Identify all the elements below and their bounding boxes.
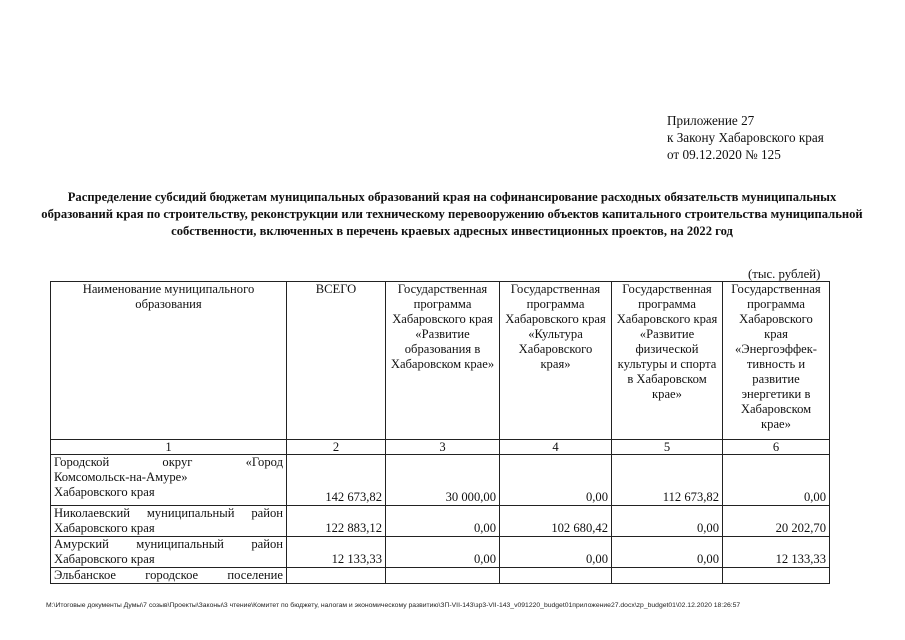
amount-cell: 122 883,12: [287, 506, 386, 537]
appendix-date-line: [667, 146, 824, 163]
amount-cell: 30 000,00: [386, 455, 500, 506]
subsidy-table: [50, 281, 830, 584]
units-label: (тыс. рублей): [748, 267, 821, 281]
amount-cell: 0,00: [612, 506, 723, 537]
table-row: [51, 568, 830, 584]
amount-cell: [386, 568, 500, 584]
amount-cell: 0,00: [723, 455, 830, 506]
appendix-law-reference: к Закону Хабаровского края: [667, 130, 824, 145]
municipality-name-line: Эльбанское городское поселение: [54, 568, 283, 582]
appendix-date: от 09.12.2020 №: [667, 147, 758, 162]
column-number: 3: [386, 440, 500, 455]
amount-cell: [287, 568, 386, 584]
municipality-name-line: Хабаровского края: [54, 485, 155, 499]
amount-cell: 0,00: [386, 506, 500, 537]
column-number: 5: [612, 440, 723, 455]
municipality-name: [51, 537, 287, 568]
amount-cell: 0,00: [612, 537, 723, 568]
table-row: [51, 506, 830, 537]
amount-cell: 0,00: [500, 537, 612, 568]
municipality-name-line: Хабаровского края: [54, 521, 155, 535]
table-row: [51, 537, 830, 568]
amount-cell: 102 680,42: [500, 506, 612, 537]
amount-cell: 112 673,82: [612, 455, 723, 506]
table-row: [51, 455, 830, 506]
municipality-name-line: Амурский муниципальный район: [54, 537, 283, 551]
municipality-name: [51, 568, 287, 584]
municipality-name-line: Николаевский муниципальный район: [54, 506, 283, 520]
amount-cell: [612, 568, 723, 584]
column-header: Государственная программа Хабаровского края «Развитие физической культуры и спорта в Хабаровском крае»: [612, 282, 723, 440]
column-number: 1: [51, 440, 287, 455]
amount-cell: [500, 568, 612, 584]
file-path-footer: M:\Итоговые документы Думы\7 созыв\Проекты\Законы\3 чтение\Комитет по бюджету, налогам и экономическому развитию\ЗП-VII-143\зр3-VII-143_v091220_budget01приложение27.docx\zp_budget01\02.12.2020 18:26:57: [46, 602, 741, 609]
appendix-heading: [667, 112, 824, 163]
column-header: Государственная программа Хабаровского края «Культура Хабаровского края»: [500, 282, 612, 440]
column-number: 6: [723, 440, 830, 455]
municipality-name-line: Хабаровского края: [54, 552, 155, 566]
amount-cell: 12 133,33: [723, 537, 830, 568]
municipality-name-line: Комсомольск-на-Амуре»: [54, 470, 188, 484]
amount-cell: 0,00: [386, 537, 500, 568]
amount-cell: 12 133,33: [287, 537, 386, 568]
column-header: Государственная программа Хабаровского края «Энергоэффек-тивность и развитие энергетики в Хабаровском крае»: [723, 282, 830, 440]
table-header-row: [51, 282, 830, 440]
amount-cell: 20 202,70: [723, 506, 830, 537]
municipality-name: [51, 506, 287, 537]
document-title: Распределение субсидий бюджетам муниципальных образований края на софинансирование расходных обязательств муниципальных образований края по строительству, реконструкции или техническому перевооружению объектов капитального строительства муниципальной собственности, включенных в перечень краевых адресных инвестиционных проектов, на 2022 год: [41, 190, 863, 238]
amount-cell: [723, 568, 830, 584]
column-header: ВСЕГО: [287, 282, 386, 440]
column-number: 2: [287, 440, 386, 455]
column-number: 4: [500, 440, 612, 455]
amount-cell: 0,00: [500, 455, 612, 506]
column-header: Государственная программа Хабаровского края «Развитие образования в Хабаровском крае»: [386, 282, 500, 440]
column-header: Наименование муниципального образования: [51, 282, 287, 440]
amount-cell: 142 673,82: [287, 455, 386, 506]
column-number-row: [51, 440, 830, 455]
municipality-name: [51, 455, 287, 506]
appendix-law-number: 125: [761, 147, 781, 162]
appendix-number: Приложение 27: [667, 113, 755, 128]
municipality-name-line: Городской округ «Город: [54, 455, 283, 469]
